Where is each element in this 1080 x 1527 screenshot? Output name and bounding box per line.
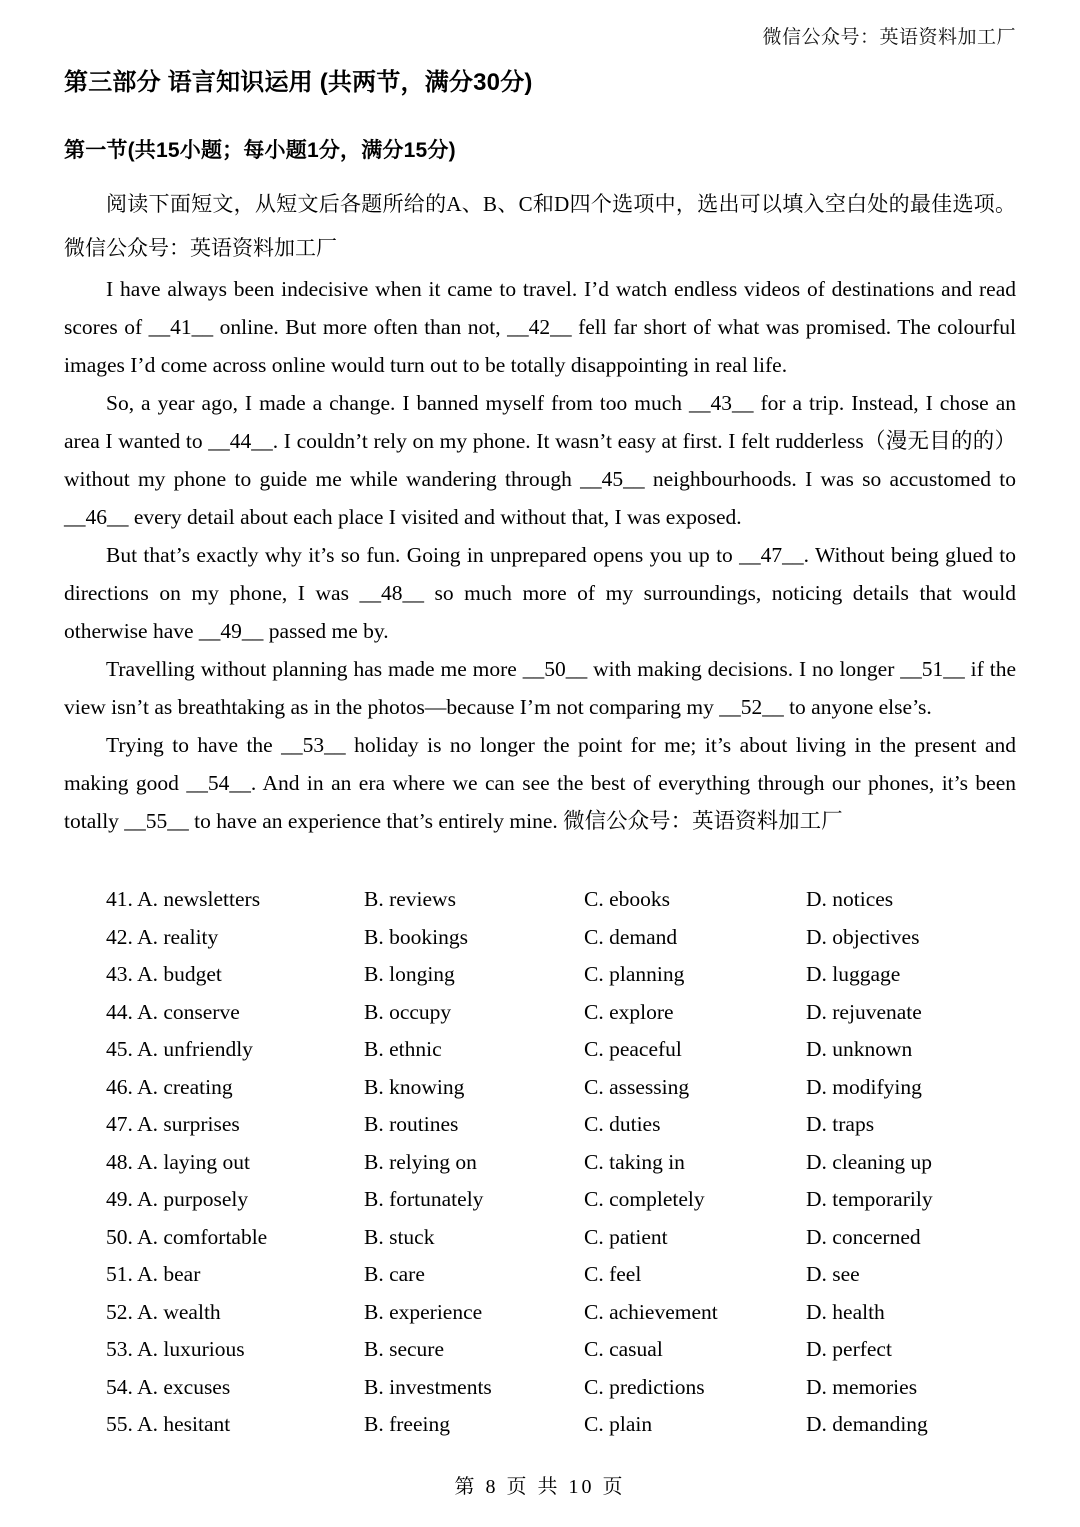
option-d[interactable]: D. health [806,1299,885,1324]
option-b[interactable]: B. relying on [364,1149,477,1174]
passage-body [64,182,1016,840]
passage-paragraph-5: Trying to have the __53__ holiday is no longer the point for me; it’s about living in the present and making good __54__. And in an era where we can see the best of everything through our phones, it’s been totally __55__ to have an experience that’s entirely mine. 微信公众号：英语资料加工厂 [64,733,1016,833]
option-d[interactable]: D. unknown [806,1037,913,1061]
option-a-label: A. newsletters [137,887,261,911]
option-d[interactable]: D. see [806,1262,860,1286]
option-c[interactable]: C. patient [584,1224,668,1249]
question-row [106,1372,1026,1410]
question-number: 44. [106,999,133,1024]
option-b[interactable]: B. occupy [364,999,452,1024]
answer-options-list [106,884,1026,1447]
option-c[interactable]: C. planning [584,962,685,986]
question-number: 45. [106,1037,133,1061]
option-d[interactable]: D. temporarily [806,1187,933,1211]
option-b[interactable]: B. ethnic [364,1037,442,1061]
option-c[interactable]: C. demand [584,924,678,949]
option-d[interactable]: D. traps [806,1112,875,1136]
option-a[interactable] [106,997,364,1027]
option-a[interactable] [106,1147,364,1177]
question-row [106,1072,1026,1110]
option-b[interactable]: B. stuck [364,1224,435,1249]
option-a-label: A. surprises [137,1112,240,1136]
option-c[interactable]: C. explore [584,999,674,1024]
question-number: 43. [106,962,133,986]
option-d[interactable]: D. cleaning up [806,1149,932,1174]
option-a[interactable] [106,1072,364,1102]
option-b[interactable]: B. routines [364,1112,459,1136]
option-a-label: A. purposely [137,1187,249,1211]
option-c[interactable]: C. plain [584,1412,653,1436]
option-a-label: A. wealth [137,1299,221,1324]
option-a-label: A. hesitant [137,1412,231,1436]
option-a-label: A. creating [137,1074,233,1099]
option-a[interactable] [106,1297,364,1327]
option-b[interactable]: B. knowing [364,1074,465,1099]
option-b[interactable]: B. experience [364,1299,483,1324]
option-c[interactable]: C. casual [584,1337,663,1361]
question-number: 55. [106,1412,133,1436]
question-row [106,1147,1026,1185]
option-d[interactable]: D. luggage [806,962,901,986]
question-number: 46. [106,1074,133,1099]
option-a[interactable] [106,884,364,914]
question-row [106,1222,1026,1260]
option-b[interactable]: B. reviews [364,887,456,911]
option-b[interactable]: B. bookings [364,924,468,949]
question-row [106,997,1026,1035]
passage-paragraph-3: But that’s exactly why it’s so fun. Going in unprepared opens you up to __47__. Without being glued to directions on my phone, I was __48__ so much more of my surroundings, noticing details that would otherwise have __49__ passed me by. [64,543,1016,643]
question-number: 49. [106,1187,133,1211]
option-b[interactable]: B. investments [364,1374,492,1399]
option-c[interactable]: C. taking in [584,1149,685,1174]
option-d[interactable]: D. demanding [806,1412,928,1436]
option-c[interactable]: C. feel [584,1262,642,1286]
option-a[interactable] [106,1034,364,1064]
option-b[interactable]: B. fortunately [364,1187,484,1211]
option-a-label: A. laying out [137,1149,250,1174]
option-a[interactable] [106,1259,364,1289]
option-a-label: A. luxurious [137,1337,245,1361]
option-d[interactable]: D. rejuvenate [806,999,922,1024]
question-row [106,959,1026,997]
question-number: 51. [106,1262,133,1286]
question-number: 52. [106,1299,133,1324]
question-row [106,1334,1026,1372]
question-number: 41. [106,887,133,911]
question-row [106,1109,1026,1147]
option-b[interactable]: B. secure [364,1337,444,1361]
header-watermark: 微信公众号：英语资料加工厂 [762,27,1016,48]
option-a[interactable] [106,1409,364,1439]
option-d[interactable]: D. concerned [806,1224,921,1249]
question-number: 50. [106,1224,133,1249]
option-d[interactable]: D. memories [806,1374,918,1399]
option-a-label: A. comfortable [137,1224,268,1249]
option-d[interactable]: D. notices [806,887,894,911]
question-row [106,884,1026,922]
option-c[interactable]: C. ebooks [584,887,670,911]
page-footer: 第 8 页 共 10 页 [454,1476,626,1498]
option-a[interactable] [106,1184,364,1214]
option-c[interactable]: C. peaceful [584,1037,682,1061]
subsection-title: 第一节(共15小题；每小题1分，满分15分) [64,139,456,162]
option-c[interactable]: C. completely [584,1187,705,1211]
question-number: 47. [106,1112,133,1136]
question-row [106,922,1026,960]
option-d[interactable]: D. perfect [806,1337,892,1361]
question-row [106,1034,1026,1072]
option-b[interactable]: B. care [364,1262,425,1286]
option-a-label: A. unfriendly [137,1037,253,1061]
question-number: 54. [106,1374,133,1399]
passage-instruction: 阅读下面短文，从短文后各题所给的A、B、C和D四个选项中，选出可以填入空白处的最佳选项。微信公众号：英语资料加工厂 [64,192,1016,260]
option-a-label: A. conserve [137,999,240,1024]
question-row [106,1409,1026,1447]
option-a[interactable] [106,922,364,952]
passage-paragraph-2: So, a year ago, I made a change. I banned myself from too much __43__ for a trip. Instead, I chose an area I wanted to __44__. I couldn’t rely on my phone. It wasn’t easy at first. I felt rudderless（漫无目的的）without my phone to guide me while wandering through __45__ neighbourhoods. I was so accustomed to __46__ every detail about each place I visited and without that, I was exposed. [64,391,1016,529]
option-a-label: A. reality [137,924,219,949]
question-number: 42. [106,924,133,949]
option-d[interactable]: D. modifying [806,1074,922,1099]
option-a[interactable] [106,1372,364,1402]
option-c[interactable]: C. achievement [584,1299,718,1324]
question-row [106,1259,1026,1297]
option-a[interactable] [106,1109,364,1139]
option-d[interactable]: D. objectives [806,924,920,949]
option-a-label: A. budget [137,962,222,986]
option-b[interactable]: B. longing [364,962,455,986]
option-b[interactable]: B. freeing [364,1412,450,1436]
option-c[interactable]: C. assessing [584,1074,690,1099]
option-a[interactable] [106,1222,364,1252]
option-a-label: A. bear [137,1262,201,1286]
option-a[interactable] [106,1334,364,1364]
option-a[interactable] [106,959,364,989]
question-number: 48. [106,1149,133,1174]
option-c[interactable]: C. duties [584,1112,661,1136]
page-title: 第三部分 语言知识运用 (共两节，满分30分) [64,69,533,96]
question-number: 53. [106,1337,133,1361]
option-a-label: A. excuses [137,1374,231,1399]
passage-paragraph-1: I have always been indecisive when it came to travel. I’d watch endless videos of destinations and read scores of __41__ online. But more often than not, __42__ fell far short of what was promised. The colourful images I’d come across online would turn out to be totally disappointing in real life. [64,277,1016,377]
option-c[interactable]: C. predictions [584,1374,705,1399]
passage-paragraph-4: Travelling without planning has made me more __50__ with making decisions. I no longer __51__ if the view isn’t as breathtaking as in the photos—because I’m not comparing my __52__ to anyone else’s. [64,657,1016,719]
question-row [106,1184,1026,1222]
question-row [106,1297,1026,1335]
